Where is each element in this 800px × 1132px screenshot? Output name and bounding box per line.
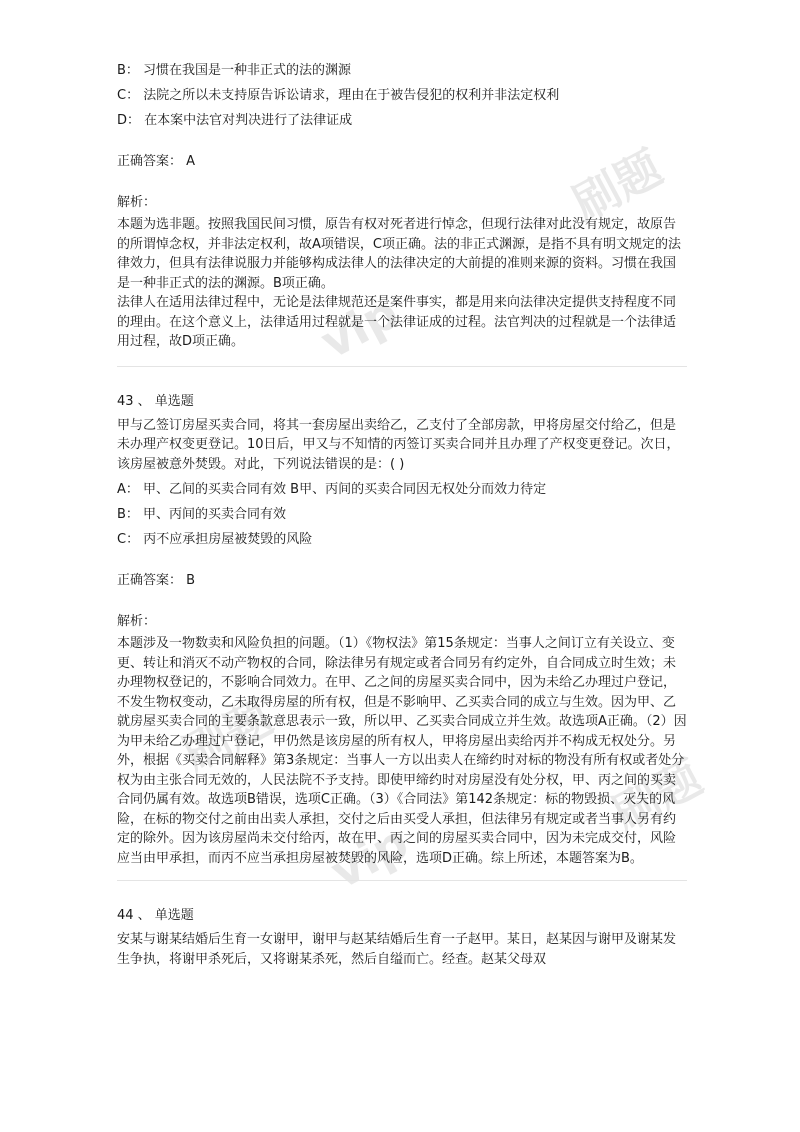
question-43 (117, 389, 687, 869)
option-b[interactable]: B： 习惯在我国是一种非正式的法的渊源 (117, 63, 352, 78)
analysis-text: 本题为选非题。按照我国民间习惯，原告有权对死者进行悼念，但现行法律对此没有规定，故原告的所谓悼念权，并非法定权利，故A项错误，C项正确。法的非正式渊源，是指不具有明文规定的法律效力，但具有法律说服力并能够构成法律人的法律决定的大前提的准则来源的资料。习惯在我国是一种非正式的法的渊源。B项正确。 法律人在适用法律过程中，无论是法律规范还是案件事实，都是用来向法律决定提供支持程度不同的理由。在这个意义上，法律适用过程就是一个法律证成的过程。法官判决的过程就是一个法律适用过程，故D项正确。 (117, 217, 681, 349)
correct-answer: 正确答案： B (117, 573, 196, 588)
question-stem: 甲与乙签订房屋买卖合同，将其一套房屋出卖给乙，乙支付了全部房款，甲将房屋交付给乙，但是未办理产权变更登记。10日后，甲又与不知情的丙签订买卖合同并且办理了产权变更登记。次日，该房屋被意外焚毁。对此，下列说法错误的是：( ) (117, 417, 680, 472)
watermark: 刷题 (174, 690, 281, 782)
watermark: 刷题 (564, 140, 671, 232)
option-d[interactable]: D： 在本案中法官对判决进行了法律证成 (117, 113, 353, 128)
question-title: 43 、 单选题 (117, 393, 194, 409)
analysis-text: 本题涉及一物数卖和风险负担的问题。（1）《物权法》第15条规定：当事人之间订立有关设立、变更、转让和消灭不动产物权的合同，除法律另有规定或者合同另有约定外，自合同成立时生效；未办理物权登记的，不影响合同效力。在甲、乙之间的房屋买卖合同中，因为未给乙办理过户登记，不发生物权变动，乙未取得房屋的所有权，但是不影响甲、乙买卖合同的成立与生效。因为甲、乙就房屋买卖合同的主要条款意思表示一致，所以甲、乙买卖合同成立并生效。故选项A正确。（2）因为甲未给乙办理过户登记，甲仍然是该房屋的所有权人，甲将房屋出卖给丙并不构成无权处分。另外，根据《买卖合同解释》第3条规定：当事人一方以出卖人在缔约时对标的物没有所有权或者处分权为由主张合同无效的，人民法院不予支持。即使甲缔约时对房屋没有处分权，甲、丙之间的买卖合同仍属有效。故选项B错误，选项C正确。（3）《合同法》第142条规定：标的物毁损、灭失的风险，在标的物交付之前由出卖人承担，交付之后由买受人承担，但法律另有规定或者当事人另有约定的除外。因为该房屋尚未交付给丙，故在甲、丙之间的房屋买卖合同中，因为未完成交付，风险应当由甲承担，而丙不应当承担房屋被焚毁的风险，选项D正确。综上所述，本题答案为B。 (117, 636, 687, 866)
question-stem: 安某与谢某结婚后生育一女谢甲，谢甲与赵某结婚后生育一子赵甲。某日，赵某因与谢甲及谢某发生争执，将谢甲杀死后，又将谢某杀死，然后自缢而亡。经查。赵某父母双 (117, 932, 677, 967)
watermark: vip (321, 814, 417, 900)
option-b[interactable]: B： 甲、丙间的买卖合同有效 (117, 507, 287, 522)
document-page (117, 58, 687, 969)
correct-answer: 正确答案： A (117, 154, 196, 169)
analysis-label: 解析： (117, 195, 157, 210)
watermark: 刷题 (604, 750, 711, 842)
analysis-label: 解析： (117, 614, 157, 629)
option-c[interactable]: C： 法院之所以未支持原告诉讼请求，理由在于被告侵犯的权利并非法定权利 (117, 88, 560, 103)
watermark: vip (311, 284, 407, 370)
question-42-tail (117, 58, 687, 352)
question-title: 44 、 单选题 (117, 908, 194, 923)
option-a[interactable]: A： 甲、乙间的买卖合同有效 B甲、丙间的买卖合同因无权处分而效力待定 (117, 482, 547, 497)
question-44 (117, 903, 687, 969)
option-c[interactable]: C： 丙不应承担房屋被焚毁的风险 (117, 532, 313, 547)
